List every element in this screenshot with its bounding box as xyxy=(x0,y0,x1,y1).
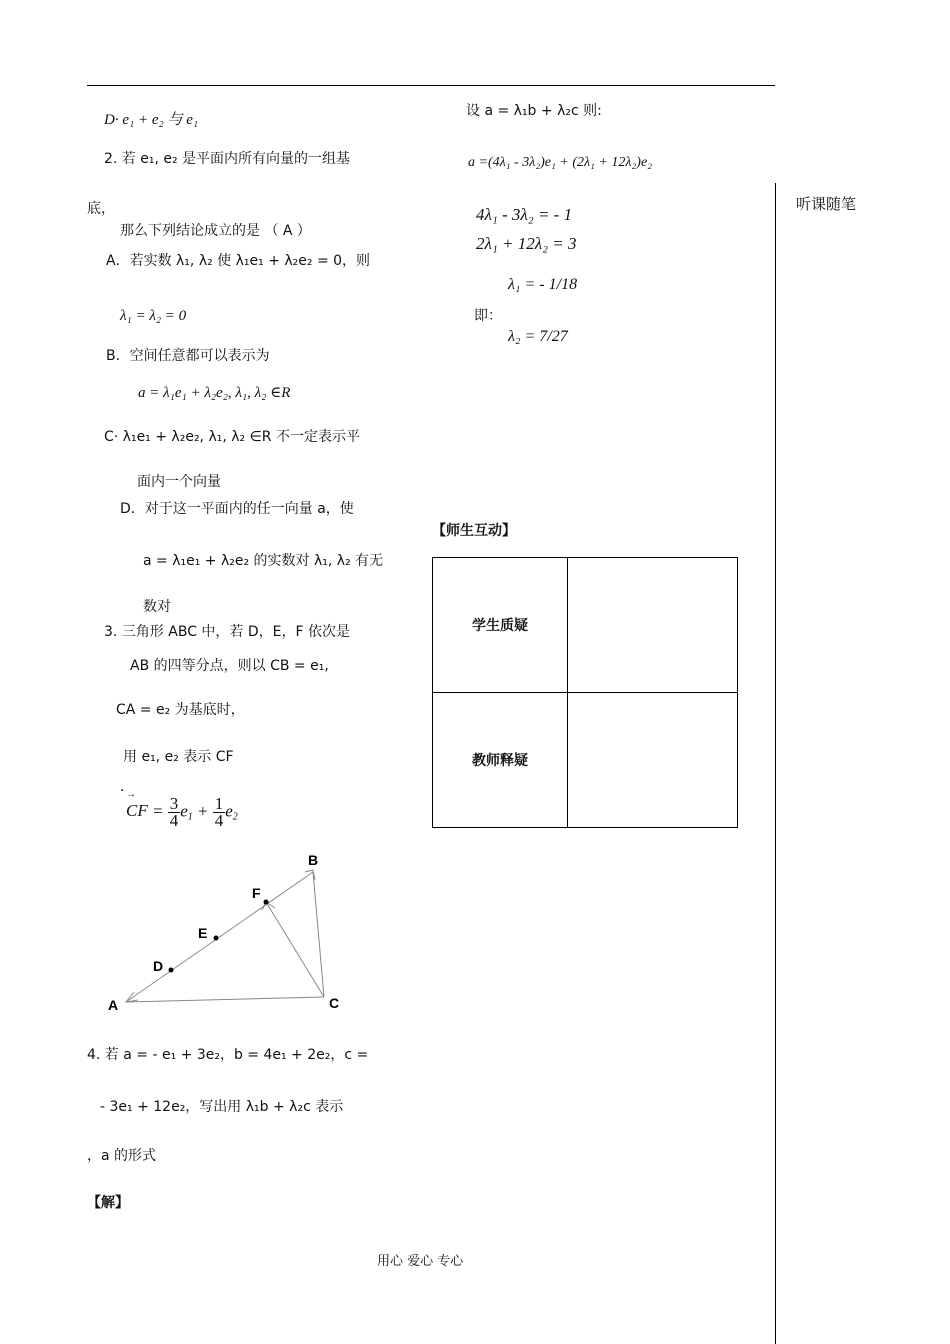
arrow-a xyxy=(126,992,138,1002)
question-3-answer: → CF = $\frac{3}{4}$ $e_1$ + $\frac{1}{4}$ $e_2$ xyxy=(126,796,238,829)
student-question-cell[interactable] xyxy=(568,558,738,693)
option-c-line2: 面内一个向量 xyxy=(137,474,221,490)
option-c-line1: C· λ₁e₁ + λ₂e₂, λ₁, λ₂ ∈R 不一定表示平 xyxy=(104,429,360,445)
option-d-previous: D· e₁ + e₂ 与 e₁ xyxy=(104,112,199,128)
equation-1: 4λ₁ - 3λ₂ = - 1 xyxy=(476,205,573,224)
option-a-line2: λ₁ = λ₂ = 0 xyxy=(120,308,187,324)
question-2-stem-cont: 底， xyxy=(87,201,115,217)
header-rule xyxy=(87,85,775,86)
point-d xyxy=(169,968,174,973)
margin-rule xyxy=(775,183,776,1344)
segment-ab xyxy=(126,872,313,1002)
label-e: E xyxy=(198,925,208,941)
option-d-line3: 数对 xyxy=(143,599,171,615)
solution-expansion: a =(4λ₁ - 3λ₂)e₁ + (2λ₁ + 12λ₂)e₂ xyxy=(468,155,653,170)
equation-2: 2λ₁ + 12λ₂ = 3 xyxy=(476,234,577,253)
question-4-stem: 4. 若 a = - e₁ + 3e₂，b = 4e₁ + 2e₂，c = xyxy=(87,1047,369,1063)
segment-cb xyxy=(313,872,324,997)
interaction-table xyxy=(432,557,738,828)
segment-ac xyxy=(126,997,324,1002)
notes-heading: 听课随笔 xyxy=(796,195,857,213)
question-2-stem: 2. 若 e₁, e₂ 是平面内所有向量的一组基 xyxy=(104,151,351,167)
option-d-line2: a = λ₁e₁ + λ₂e₂ 的实数对 λ₁, λ₂ 有无 xyxy=(143,553,384,569)
solution-setup: 设 a = λ₁b + λ₂c 则: xyxy=(466,103,602,119)
question-3-stem: 3. 三角形 ABC 中，若 D，E，F 依次是 xyxy=(104,624,350,640)
student-question-label: 学生质疑 xyxy=(433,558,568,693)
option-b-line2: a = λ₁e₁ + λ₂e₂, λ₁, λ₂ ∈R xyxy=(138,385,291,401)
table-row xyxy=(433,558,738,693)
label-a: A xyxy=(108,997,119,1013)
question-2-prompt: 那么下列结论成立的是 （ A ） xyxy=(120,223,311,239)
label-b: B xyxy=(308,852,319,868)
question-3-stem-cont: AB 的四等分点，则以 CB = e₁, xyxy=(130,658,329,674)
question-3-dot: ． xyxy=(120,779,134,795)
segment-cf xyxy=(266,902,324,997)
lambda-1-result: λ₁ = - 1/18 xyxy=(508,276,578,293)
point-e xyxy=(214,936,219,941)
triangle-figure xyxy=(100,850,360,1020)
therefore-label: 即： xyxy=(474,308,502,324)
label-d: D xyxy=(153,958,164,974)
lambda-2-result: λ₂ = 7/27 xyxy=(508,328,568,345)
question-4-stem-cont: - 3e₁ + 12e₂，写出用 λ₁b + λ₂c 表示 xyxy=(100,1099,344,1115)
interaction-title: 【师生互动】 xyxy=(432,523,516,539)
question-3-task: 用 e₁, e₂ 表示 CF xyxy=(123,749,234,765)
teacher-answer-label: 教师释疑 xyxy=(433,693,568,828)
option-d-line1: D．对于这一平面内的任一向量 a，使 xyxy=(120,501,354,517)
solution-label: 【解】 xyxy=(87,1195,129,1211)
option-a-line1: A．若实数 λ₁, λ₂ 使 λ₁e₁ + λ₂e₂ = 0，则 xyxy=(106,253,371,269)
teacher-answer-cell[interactable] xyxy=(568,693,738,828)
label-c: C xyxy=(329,995,340,1011)
table-row xyxy=(433,693,738,828)
question-3-basis: CA = e₂ 为基底时， xyxy=(116,702,245,718)
point-f xyxy=(264,900,269,905)
page-footer: 用心 爱心 专心 xyxy=(377,1254,464,1269)
label-f: F xyxy=(252,885,261,901)
question-4-task: ，a 的形式 xyxy=(87,1148,157,1164)
option-b-line1: B．空间任意都可以表示为 xyxy=(106,348,270,364)
